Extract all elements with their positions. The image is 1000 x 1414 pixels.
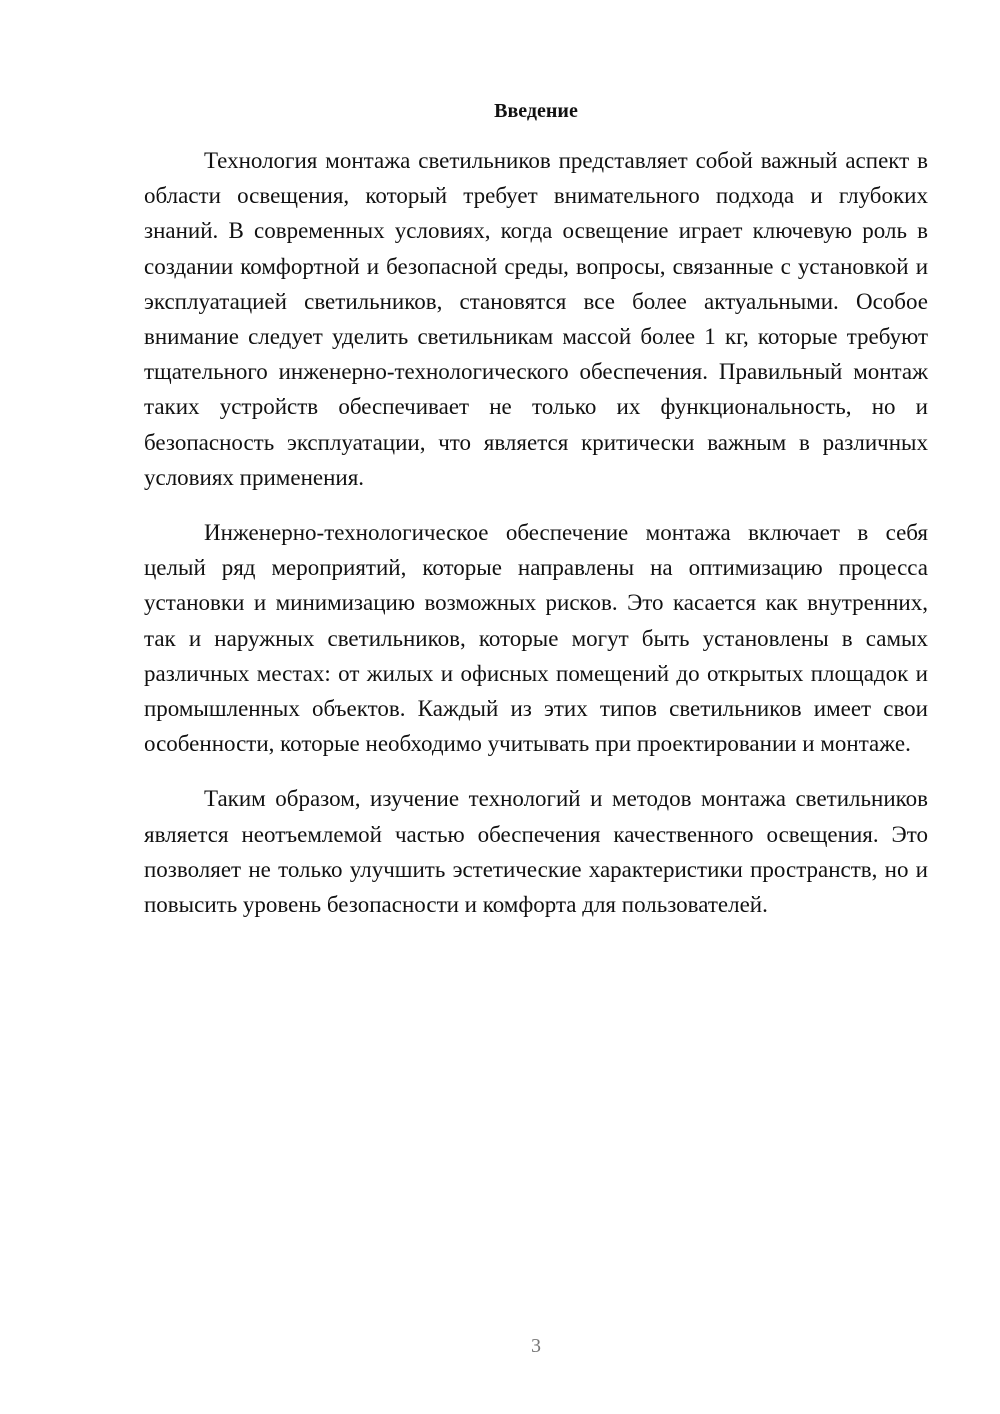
- page-title: Введение: [494, 100, 578, 122]
- paragraph-2: Инженерно-технологическое обеспечение монтажа включает в себя целый ряд мероприятий, которые направлены на оптимизацию процесса установки и минимизацию возможных рисков. Это касается как внутренних, так и наружных светильников, которые могут быть установлены в самых различных местах: от жилых и офисных помещений до открытых площадок и промышленных объектов. Каждый из этих типов светильников имеет свои особенности, которые необходимо учитывать при проектировании и монтаже.: [144, 520, 928, 757]
- paragraph-3: Таким образом, изучение технологий и методов монтажа светильников является неотъемлемой частью обеспечения качественного освещения. Это позволяет не только улучшить эстетические характеристики пространств, но и повысить уровень безопасности и комфорта для пользователей.: [144, 786, 928, 918]
- page-number: 3: [531, 1335, 541, 1357]
- body-text: [144, 143, 928, 922]
- paragraph-1: Технология монтажа светильников представляет собой важный аспект в области освещения, который требует внимательного подхода и глубоких знаний. В современных условиях, когда освещение играет ключевую роль в создании комфортной и безопасной среды, вопросы, связанные с установкой и эксплуатацией светильников, становятся все более актуальными. Особое внимание следует уделить светильникам массой более 1 кг, которые требуют тщательного инженерно-технологического обеспечения. Правильный монтаж таких устройств обеспечивает не только их функциональность, но и безопасность эксплуатации, что является критически важным в различных условиях применения.: [144, 148, 928, 490]
